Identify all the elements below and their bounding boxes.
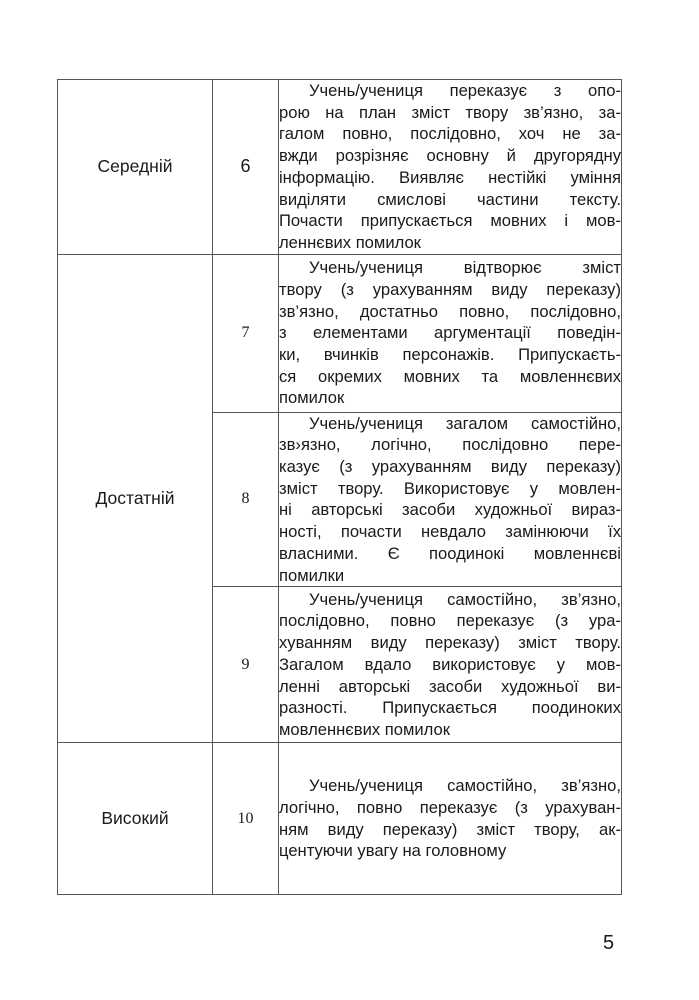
description-line: помилок — [279, 388, 345, 408]
description-line: Учень/учениця самостійно, зв’язно, — [309, 589, 621, 609]
description-line: вжди розрізняє основну й другорядну — [279, 146, 621, 166]
description-line: разності. Припускається поодиноких — [279, 698, 621, 718]
description-line: ки, вчинків персонажів. Припускаєть- — [279, 344, 621, 364]
description-line: хуванням виду переказу) зміст твору. — [279, 633, 621, 653]
score-cell — [213, 587, 279, 743]
description-line: рою на план зміст твору зв’язно, за- — [279, 102, 621, 122]
description-line: помилки — [279, 565, 345, 585]
description-line: зв›язно, логічно, послідовно пере- — [279, 435, 621, 455]
description-cell — [279, 743, 622, 895]
description-cell — [279, 587, 622, 743]
description-line: інформацію. Виявляє нестійкі уміння — [279, 167, 621, 187]
score-value: 6 — [240, 156, 251, 177]
description-line: з елементами аргументації поведін- — [279, 323, 621, 343]
description-line: мовленнєвих помилок — [279, 720, 451, 739]
description-line: послідовно, повно переказує (з ура- — [279, 611, 621, 631]
description-line: зв’язно, достатньо повно, послідовно, — [279, 301, 621, 321]
grading-table — [57, 79, 622, 895]
level-cell — [58, 743, 213, 895]
level-cell — [58, 254, 213, 743]
description-line: ні авторські засоби художньої вираз- — [279, 500, 621, 520]
description-line: виділяти смислові частини тексту. — [279, 189, 621, 209]
description-line: ся окремих мовних та мовленнєвих — [279, 366, 621, 386]
score-cell — [213, 743, 279, 895]
description-cell — [279, 412, 622, 587]
table-row — [58, 80, 622, 255]
score-cell — [213, 254, 279, 412]
description-line: логічно, повно переказує (з урахуван- — [279, 798, 621, 818]
table-row — [58, 254, 622, 412]
score-value: 8 — [241, 490, 250, 508]
description-line: зміст твору. Використовує у мовлен- — [279, 478, 621, 498]
level-label: Високий — [101, 808, 169, 829]
description-line: ності, почасти невдало замінюючи їх — [279, 522, 621, 542]
page-number: 5 — [603, 932, 615, 954]
score-value: 10 — [237, 809, 254, 827]
description-cell — [279, 80, 622, 255]
description-line: Учень/учениця самостійно, зв’язно, — [309, 776, 621, 796]
description-line: власними. Є поодинокі мовленнєві — [279, 543, 621, 563]
score-cell — [213, 412, 279, 587]
description-line: Загалом вдало використовує у мов- — [279, 654, 621, 674]
description-line: леннєвих помилок — [279, 232, 421, 252]
score-value: 9 — [241, 655, 250, 673]
description-line: Учень/учениця переказує з опо- — [309, 81, 621, 100]
description-line: Учень/учениця загалом самостійно, — [309, 413, 621, 433]
level-label: Достатній — [95, 487, 175, 508]
description-line: твору (з урахуванням виду переказу) — [279, 279, 621, 299]
level-label: Середній — [97, 156, 173, 177]
description-line: ленні авторські засоби художньої ви- — [279, 676, 621, 696]
description-line: Почасти припускається мовних і мов- — [279, 211, 621, 231]
description-line: Учень/учениця відтворює зміст — [309, 258, 621, 278]
description-line: центуючи увагу на головному — [279, 841, 507, 861]
table-row — [58, 743, 622, 895]
score-value: 7 — [241, 324, 250, 342]
description-cell — [279, 254, 622, 412]
score-cell — [213, 80, 279, 255]
description-line: галом повно, послідовно, хоч не за- — [279, 124, 621, 144]
description-line: ням виду переказу) зміст твору, ак- — [279, 819, 621, 839]
description-line: казує (з урахуванням виду переказу) — [279, 457, 621, 477]
level-cell — [58, 80, 213, 255]
